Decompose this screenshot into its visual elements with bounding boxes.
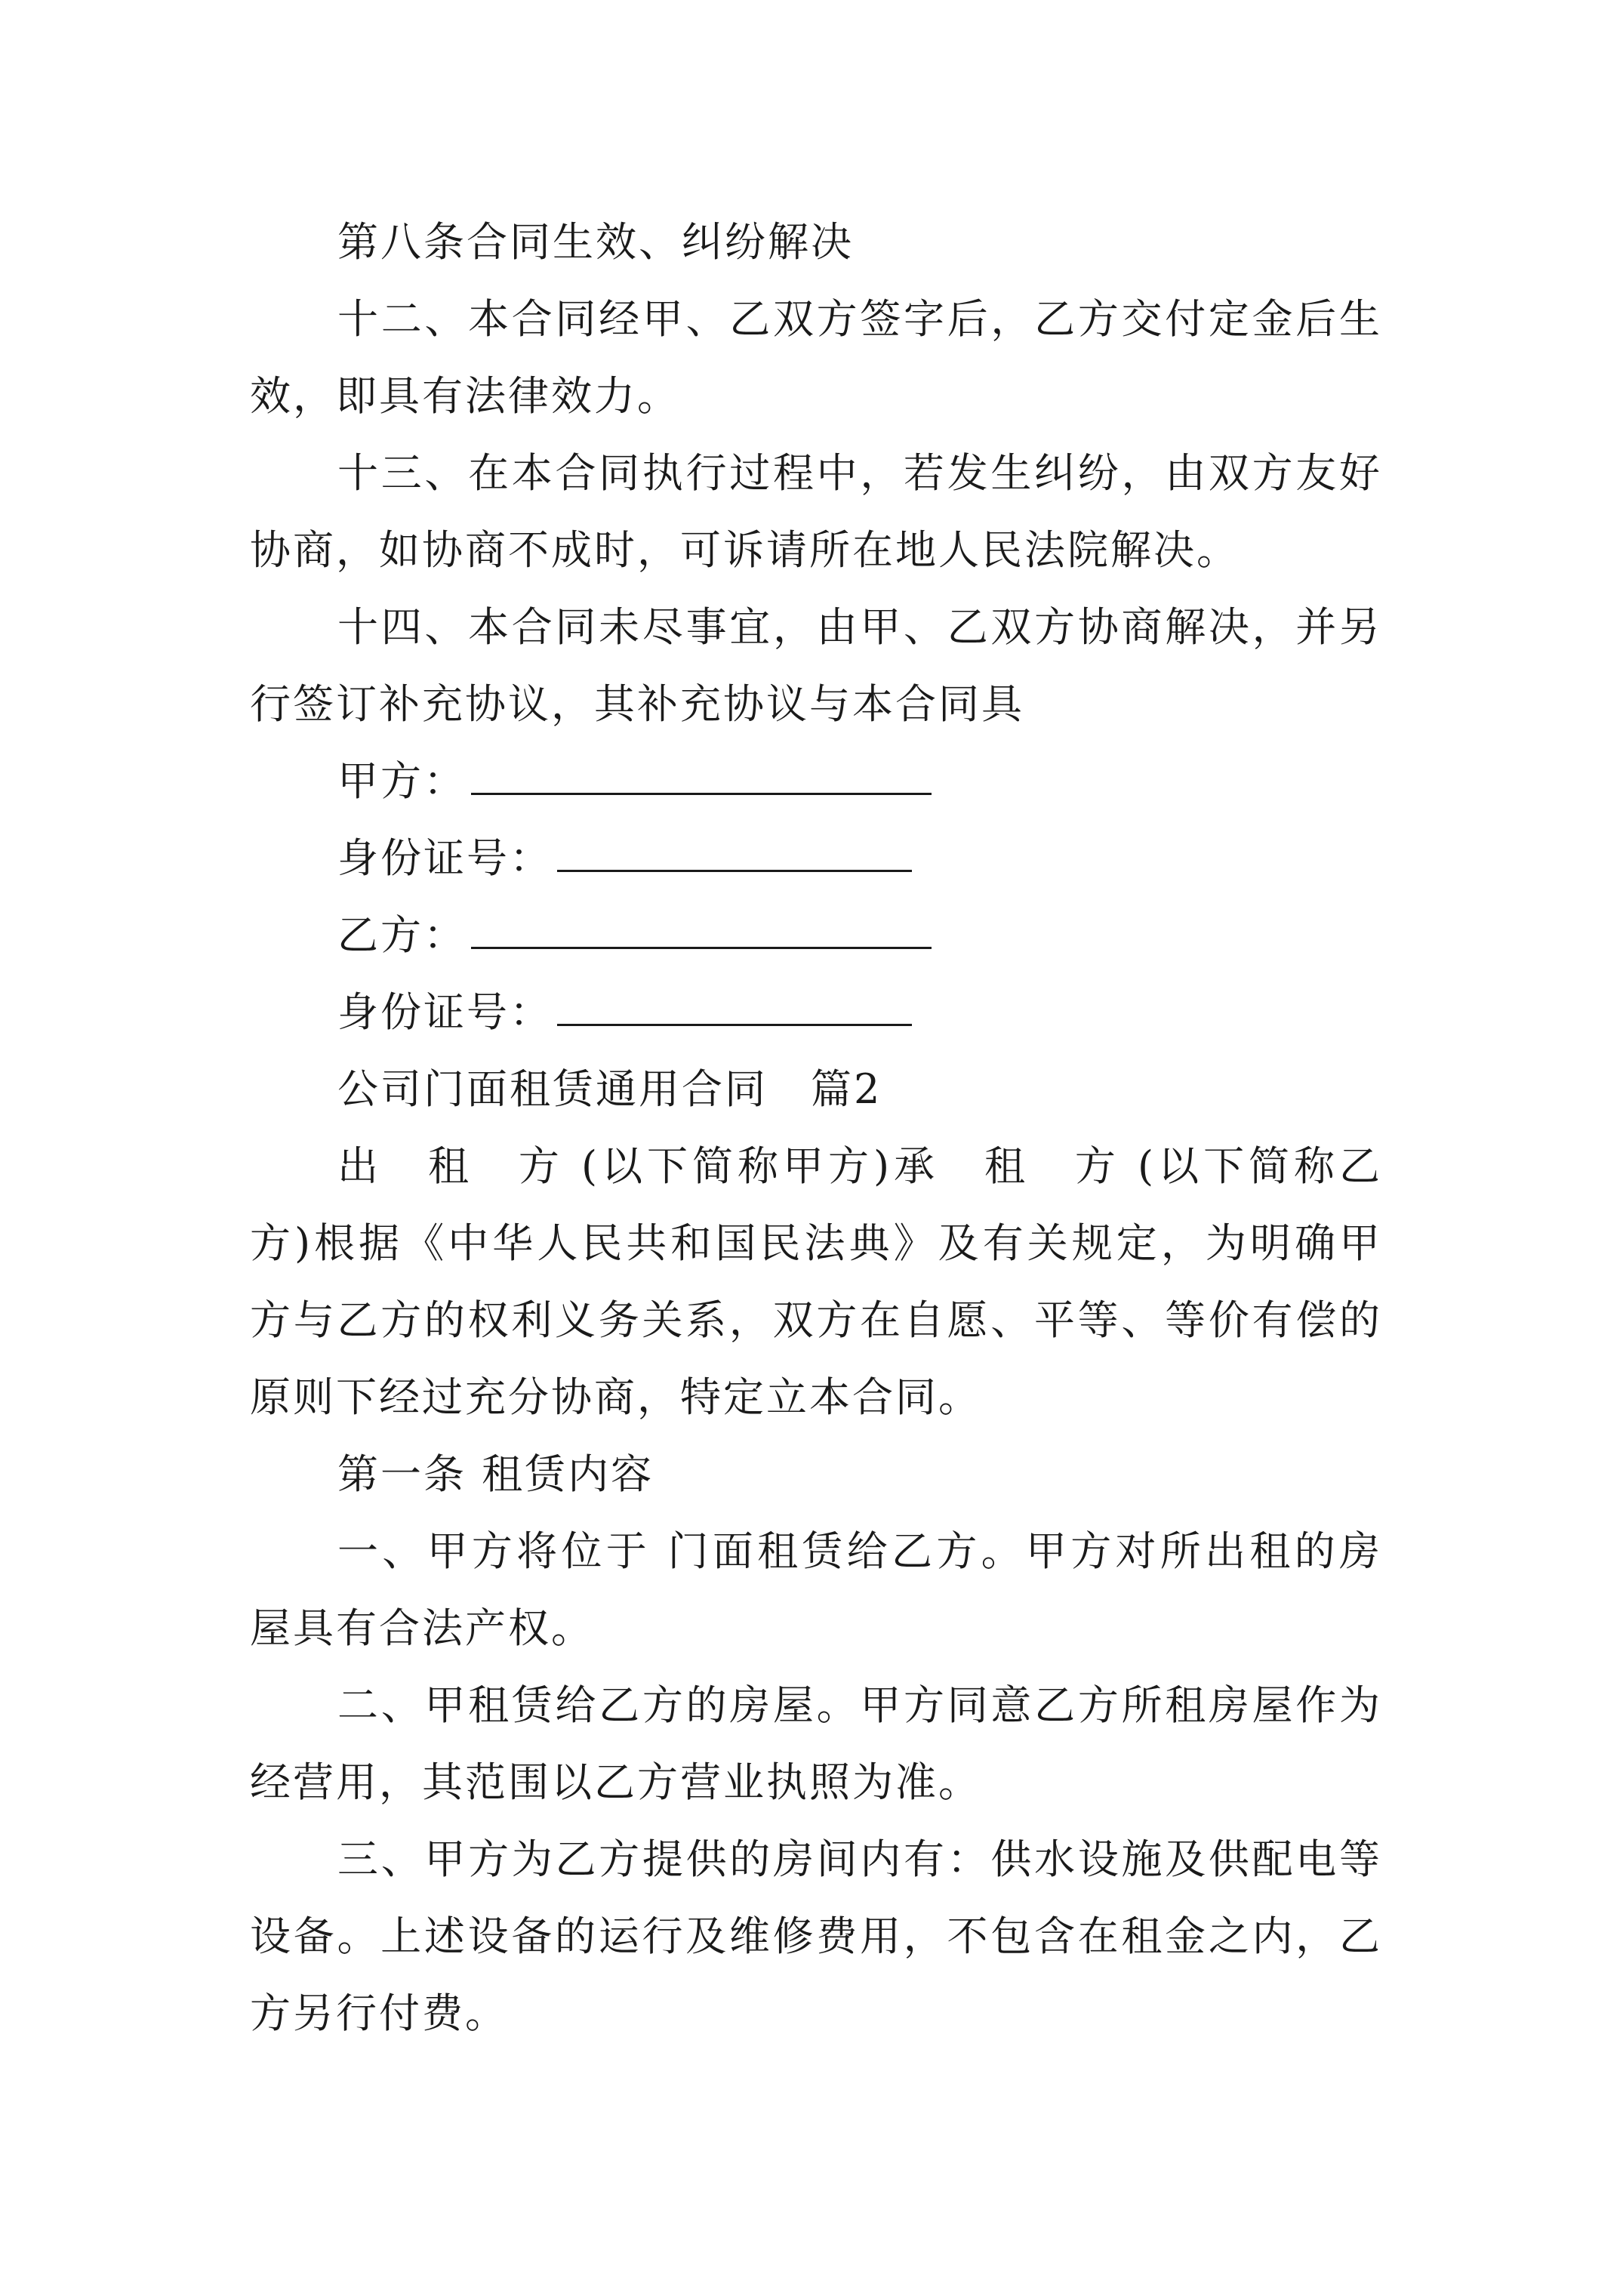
signature-line-party-a <box>250 743 1382 820</box>
paragraph-clause-14: 十四、本合同未尽事宜，由甲、乙双方协商解决，并另行签订补充协议，其补充协议与本合同具 <box>250 603 1382 728</box>
signature-blank <box>557 824 912 872</box>
article-heading: 第八条合同生效、纠纷解决 <box>337 218 854 266</box>
signature-blank <box>471 901 932 949</box>
signature-line-party-b-id <box>250 974 1382 1051</box>
paragraph-clause-3: 三、甲方为乙方提供的房间内有：供水设施及供配电等设备。上述设备的运行及维修费用，不包含在租金之内，乙方另行付费。 <box>250 1835 1382 2037</box>
signature-line-party-a-id <box>250 820 1382 897</box>
signature-line-party-b <box>250 897 1382 974</box>
paragraph-clause-1: 一、甲方将位于 门面租赁给乙方。甲方对所出租的房屋具有合法产权。 <box>250 1527 1382 1652</box>
document-body <box>250 204 1382 2052</box>
signature-blank <box>557 978 912 1026</box>
paragraph-clause-13: 十三、在本合同执行过程中，若发生纠纷，由双方友好协商，如协商不成时，可诉请所在地人民法院解决。 <box>250 449 1382 574</box>
paragraph-preamble: 出 租 方 (以下简称甲方)承 租 方 (以下简称乙方)根据《中华人民共和国民法典》及有关规定，为明确甲方与乙方的权利义务关系，双方在自愿、平等、等价有偿的原则下经过充分协商，特定立本合同。 <box>250 1142 1382 1421</box>
signature-label: 身份证号： <box>337 834 553 882</box>
signature-label: 身份证号： <box>337 988 553 1036</box>
paragraph-clause-12: 十二、本合同经甲、乙双方签字后，乙方交付定金后生效，即具有法律效力。 <box>250 295 1382 420</box>
section-title: 公司门面租赁通用合同 篇2 <box>337 1065 882 1113</box>
signature-label: 甲方： <box>337 757 467 805</box>
article-heading: 第一条 租赁内容 <box>337 1450 654 1498</box>
paragraph-clause-2: 二、甲租赁给乙方的房屋。甲方同意乙方所租房屋作为经营用，其范围以乙方营业执照为准。 <box>250 1681 1382 1806</box>
signature-label: 乙方： <box>337 911 467 959</box>
signature-blank <box>471 747 932 795</box>
